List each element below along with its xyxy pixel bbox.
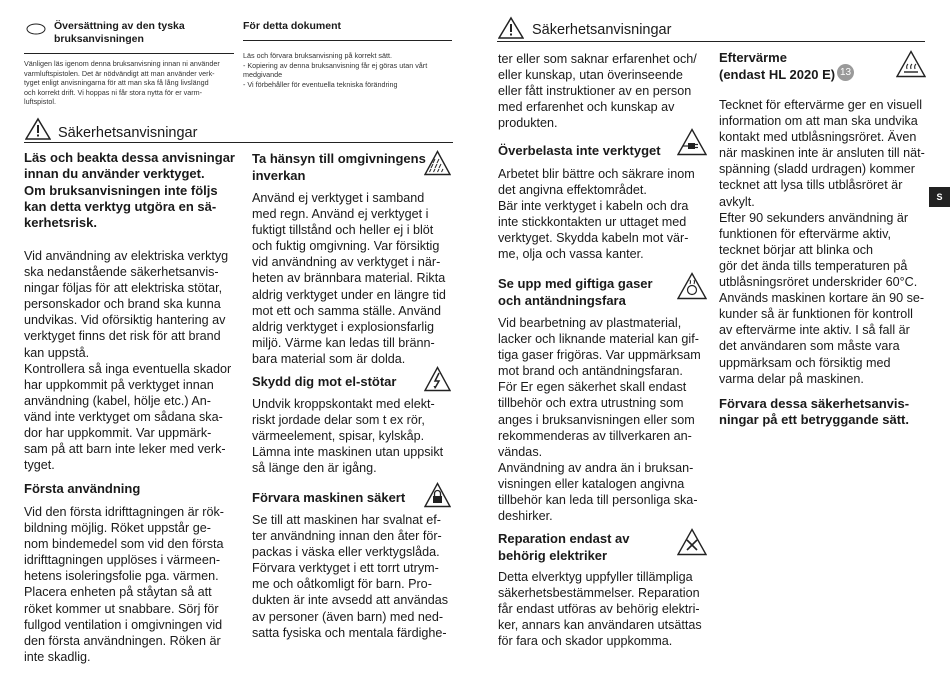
translation-body: Vänligen läs igenom denna bruksanvisning innan ni använder varmluftspistolen. Det är nödvändigt att man använder verk- tyget enligt anvisningarna för att man ska få lång livslängd och korrekt drift. Vi hoppas ni får stora nytta för er varm- luftspistol. [24, 59, 220, 107]
language-tab-label: S [936, 192, 943, 202]
tool-repair-icon [677, 528, 707, 556]
shock-text: Undvik kroppskontakt med elekt- riskt jordade delar som t ex rör, värmeelement, spisar, kylskåp. Lämna inte maskinen utan uppsikt så länge den är igång. [252, 397, 444, 476]
gas-warning-icon [677, 272, 707, 300]
first-use-text: Vid den första idrifttagningen är rök- bildning möjlig. Röket uppstår ge- nom bindemedel som vid den första idrifttagningen upplöses i värmeen- hetens isoleringsfolie pga. värmen. Placera enheten på ståytan så att röket kommer ut snabbare. Sörj för fullgod ventilation i omgivningen vid den första användningen. Röken är inte skadlig. [24, 505, 224, 664]
safety-heading-right: Säkerhetsanvisningar [532, 22, 672, 38]
intro-text: Vid användning av elektriska verktyg ska nedanstående säkerhetsanvis- ningar följas för att elektriska stötar, personskador och brand ska kunna undvikas. Vid oförsiktig hantering av verktyget finns det risk för att brand kan uppstå. Kontrollera så inga eventuella skador har uppkommit på verktyget innan användning (kabel, hölje etc.) An- vänd inte verktyget om sådana ska- dor har uppkommit. Var uppmärk- sam på att barn inte leker med verk- tyget. [24, 249, 232, 473]
plug-warning-icon [677, 128, 707, 156]
gas-text: Vid bearbetning av plastmaterial, lacker och liknande material kan gif- tiga gaser frigöras. Var uppmärksam mot brand och antändningsfaran. För Er egen säkerhet skall endast tillbehör och extra utrustning som anges i bruksanvisningen eller som rekommenderas av tillverkaren an- vändas. Användning av andra än i bruksan- visningen eller katalogen angivna tillbehör kan leda till personliga ska- deshirker. [498, 316, 701, 524]
overload-text: Arbetet blir bättre och säkrare inom det angivna effektområdet. Bär inte verktyget i kabeln och dra inte stickkontakten ur uttaget med verktyget. Skydda kabeln mot vär- me, olja och vassa kanter. [498, 167, 695, 262]
shock-heading: Skydd dig mot el-stötar [252, 374, 397, 389]
repair-text: Detta elverktyg uppfyller tillämpliga säkerhetsbestämmelser. Reparation får endast utföras av behörig elektri- ker, annars kan användaren utsättas för fara och skador uppkomma. [498, 570, 702, 649]
afterheat-badge [837, 64, 854, 81]
afterheat-heading: Eftervärme (endast HL 2020 E) [719, 50, 836, 82]
warning-icon [25, 117, 51, 141]
flag-icon [26, 22, 46, 40]
overload-heading: Överbelasta inte verktyget [498, 143, 661, 158]
for-this-document-title: För detta dokument [243, 20, 342, 32]
safety-heading-left: Säkerhetsanvisningar [58, 125, 198, 141]
safety-rule-left [24, 142, 453, 143]
store-text: Se till att maskinen har svalnat ef- ter användning innan den åter för- packas i väska eller verktygslåda. Förvara verktyget i ett torrt utrym- me och oåtkomligt för barn. Pro- dukten är inte avsedd att användas av personer (även barn) med ned- satta fysiska och mentala färdighe- [252, 513, 449, 640]
gas-heading: Se upp med giftiga gaser och antändningsfara [498, 276, 653, 308]
translation-rule [24, 53, 234, 54]
rain-warning-icon [424, 150, 451, 176]
afterheat-badge-number: 13 [839, 67, 852, 78]
store-heading: Förvara maskinen säkert [252, 490, 406, 505]
afterheat-text: Tecknet för eftervärme ger en visuell information om att man ska undvika kontakt med utblåsningsröret. Även när maskinen inte är ansluten till nät- spänning (sladd urdragen) kommer tecknet att lysa tills utblåsröret är avkylt. Efter 90 sekunders användning är funktionen för eftervärme aktiv, tecknet börjar att blinka och gör det ända tills temperaturen på utblåsningsröret underskrider 60°C. Används maskinen kortare än 90 se- kunder så är funktionen för kontroll av eftervärme inte aktiv. I så fall är det användaren som måste vara uppmärksam och försiktig med varma delar på maskinen. [719, 98, 925, 386]
environment-text: Använd ej verktyget i samband med regn. Använd ej verktyget i fuktigt tillstånd och heller ej i blöt och fuktig omgivning. Var försiktig vid användning av verktyget i när- heten av brännbara material. Rikta aldrig verktyget under en längre tid mot ett och samma ställe. Använd aldrig verktyget i explosionsfarlig miljö. Värme kan ledas till bränn- bara material som är dolda. [252, 191, 446, 366]
environment-heading: Ta hänsyn till omgivningens inverkan [252, 151, 426, 183]
lock-warning-icon [424, 482, 451, 508]
for-this-document-body: Läs och förvara bruksanvisning på korrekt sätt. - Kopiering av denna bruksanvisning får ej göras utan vårt medgivande - Vi förbehåller för eventuella tekniska förändring [243, 51, 428, 89]
intro-bold: Läs och beakta dessa anvisningar innan du använder verktyget. Om bruksanvisningen inte följs kan detta verktyg utgöra en sä- kerhetsrisk. [24, 150, 235, 231]
language-tab [929, 187, 950, 207]
safety-rule-right [497, 41, 925, 42]
first-use-heading: Första användning [24, 481, 141, 496]
keep-instructions-bold: Förvara dessa säkerhetsanvis- ningar på ett betryggande sätt. [719, 396, 910, 428]
hot-surface-icon [896, 50, 926, 78]
for-this-document-rule [243, 40, 452, 41]
warning-icon [498, 16, 524, 40]
repair-heading: Reparation endast av behörig elektriker [498, 531, 630, 563]
translation-title: Översättning av den tyska bruksanvisningen [54, 20, 185, 45]
continued-text: ter eller som saknar erfarenhet och/ eller kunskap, utan överinseende eller fått instruktioner av en person med erfarenhet och kunskap av produkten. [498, 52, 697, 131]
electric-warning-icon [424, 366, 451, 392]
